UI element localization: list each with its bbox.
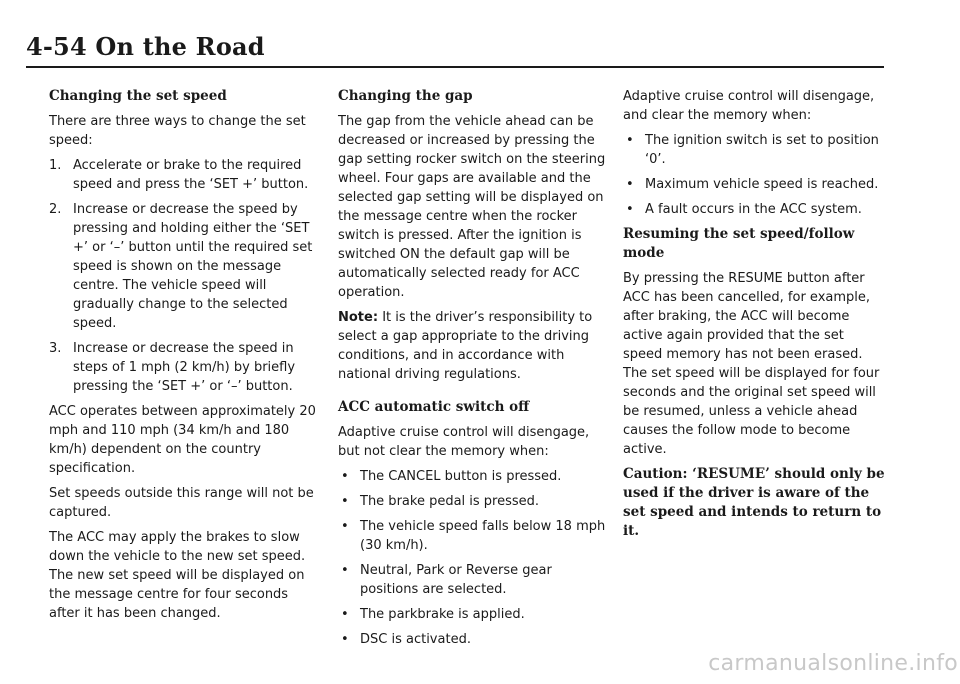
column-1 (49, 87, 321, 629)
note-paragraph (338, 308, 610, 384)
note-text: It is the driver’s responsibility to select a gap appropriate to the driving conditions, and in accordance with national driving regulations. (338, 310, 593, 382)
bullet-text: A fault occurs in the ACC system. (645, 202, 862, 217)
list-item (338, 561, 610, 599)
list-item (338, 630, 610, 649)
step-text: Accelerate or brake to the required speed and press the ‘SET +’ button. (73, 158, 309, 192)
bullet-text: Maximum vehicle speed is reached. (645, 177, 879, 192)
bullet-icon: • (341, 563, 349, 578)
list-item (49, 339, 321, 396)
heading-changing-set-speed: Changing the set speed (49, 88, 227, 104)
paragraph-gap: The gap from the vehicle ahead can be decreased or increased by pressing the gap setting rocker switch on the steering wheel. Four gaps are available and the selected gap setting will be displayed on the message centre when the rocker switch is pressed. After the ignition is switched ON the default gap will be automatically selected ready for ACC operation. (338, 114, 606, 300)
column-3 (623, 87, 885, 541)
paragraph-intro: There are three ways to change the set speed: (49, 114, 306, 148)
list-item (623, 200, 885, 219)
page-title: 4-54 On the Road (26, 32, 265, 61)
bullet-list (338, 467, 610, 649)
caution-text: Caution: ‘RESUME’ should only be used if the driver is aware of the set speed and intends to return to it. (623, 466, 885, 539)
paragraph-brakes: The ACC may apply the brakes to slow down the vehicle to the new set speed. The new set speed will be displayed on the message centre for four seconds after it has been changed. (49, 530, 306, 621)
steps-list (49, 156, 321, 396)
bullet-text: The CANCEL button is pressed. (360, 469, 562, 484)
paragraph-disengage: Adaptive cruise control will disengage, but not clear the memory when: (338, 425, 590, 459)
bullet-icon: • (341, 607, 349, 622)
bullet-list (623, 131, 885, 219)
paragraph-resume: By pressing the RESUME button after ACC has been cancelled, for example, after braking, the ACC will become active again provided that the set speed memory has not been erased. The set speed will be displayed for four seconds and the original set speed will be resumed, unless a vehicle ahead causes the follow mode to become active. (623, 271, 880, 457)
heading-changing-gap: Changing the gap (338, 88, 473, 104)
bullet-text: Neutral, Park or Reverse gear positions are selected. (360, 563, 552, 597)
bullet-icon: • (341, 469, 349, 484)
list-item (338, 492, 610, 511)
step-text: Increase or decrease the speed by pressing and holding either the ‘SET +’ or ‘–’ button until the required set speed is shown on the message centre. The vehicle speed will gradually change to the selected speed. (73, 202, 313, 331)
bullet-text: DSC is activated. (360, 632, 471, 647)
watermark: carmanualsonline.info (708, 651, 958, 676)
bullet-icon: • (341, 519, 349, 534)
bullet-text: The vehicle speed falls below 18 mph (30 km/h). (360, 519, 606, 553)
list-item (623, 175, 885, 194)
step-number: 1. (49, 158, 62, 173)
page-header (26, 26, 884, 68)
bullet-text: The brake pedal is pressed. (360, 494, 540, 509)
step-number: 2. (49, 202, 62, 217)
bullet-text: The parkbrake is applied. (360, 607, 525, 622)
list-item (49, 156, 321, 194)
column-2 (338, 87, 610, 655)
list-item (338, 605, 610, 624)
heading-resuming-set-speed: Resuming the set speed/follow mode (623, 226, 855, 261)
bullet-icon: • (626, 133, 634, 148)
bullet-icon: • (626, 177, 634, 192)
list-item (623, 131, 885, 169)
list-item (338, 467, 610, 486)
paragraph-operating-range: ACC operates between approximately 20 mph and 110 mph (34 km/h and 180 km/h) dependent on the country specification. (49, 404, 316, 476)
paragraph-disengage-clear: Adaptive cruise control will disengage, and clear the memory when: (623, 89, 875, 123)
bullet-text: The ignition switch is set to position ‘0’. (645, 133, 879, 167)
paragraph-range-note: Set speeds outside this range will not be captured. (49, 486, 314, 520)
bullet-icon: • (626, 202, 634, 217)
step-text: Increase or decrease the speed in steps of 1 mph (2 km/h) by briefly pressing the ‘SET +’ or ‘–’ button. (73, 341, 296, 394)
bullet-icon: • (341, 494, 349, 509)
bullet-icon: • (341, 632, 349, 647)
list-item (338, 517, 610, 555)
note-label: Note: (338, 310, 379, 325)
step-number: 3. (49, 341, 62, 356)
heading-acc-switch-off: ACC automatic switch off (338, 399, 530, 415)
list-item (49, 200, 321, 333)
